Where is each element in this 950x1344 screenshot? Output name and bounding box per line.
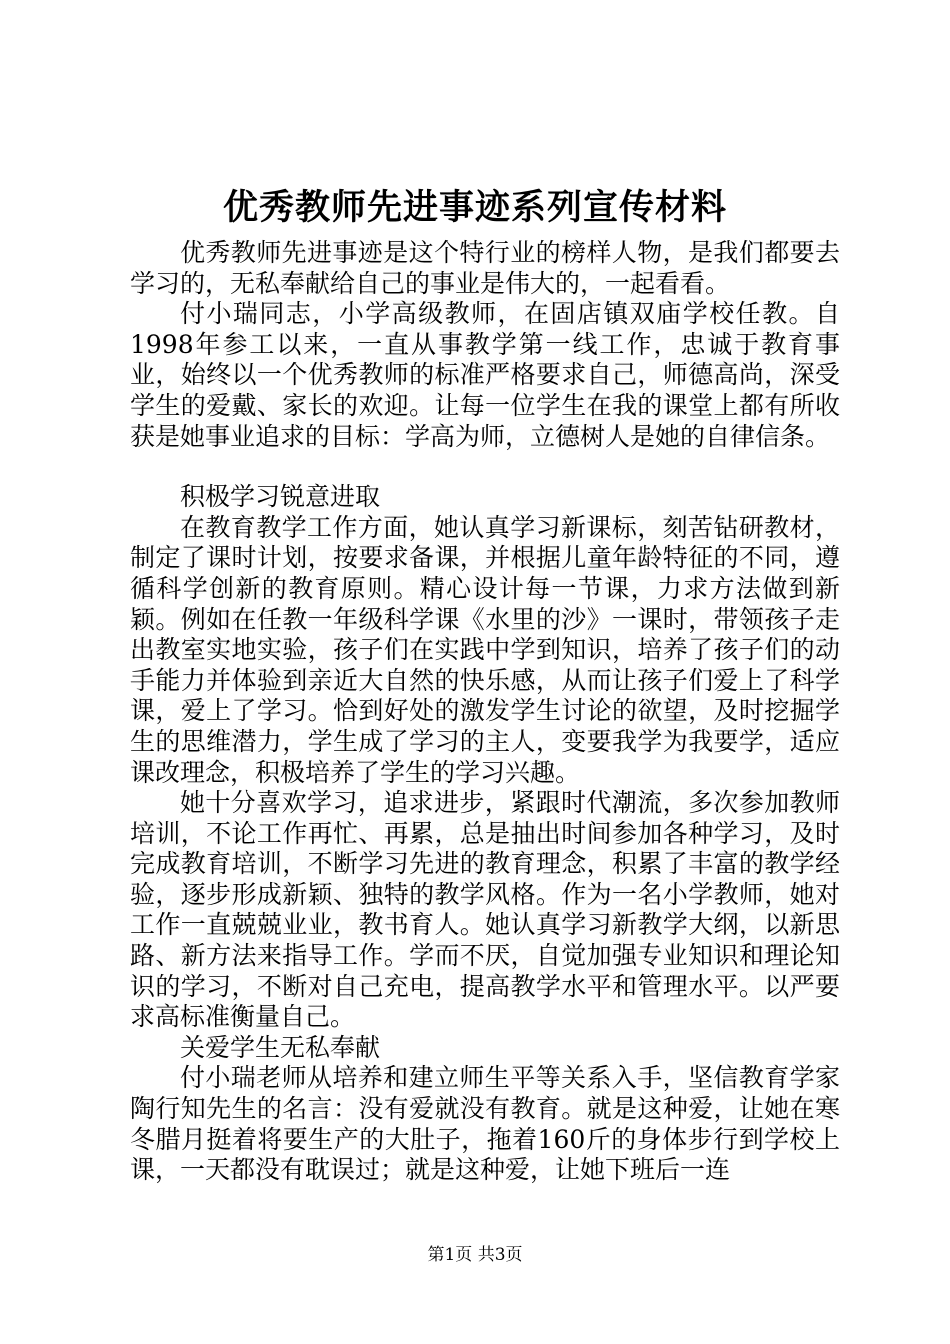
document-title: 优秀教师先进事迹系列宣传材料	[222, 187, 727, 228]
document-body	[130, 238, 840, 1186]
learning-paragraph: 她十分喜欢学习，追求进步，紧跟时代潮流，多次参加教师培训，不论工作再忙、再累，总是抽出时间参加各种学习，及时完成教育培训，不断学习先进的教育理念，积累了丰富的教学经验，逐步形成新颖、独特的教学风格。作为一名小学教师，她对工作一直兢兢业业，教书育人。她认真学习新教学大纲，以新思路、新方法来指导工作。学而不厌，自觉加强专业知识和理论知识的学习，不断对自己充电，提高教学水平和管理水平。以严要求高标准衡量自己。	[130, 788, 840, 1032]
page-footer: 第1页 共3页	[427, 1245, 523, 1265]
teaching-paragraph: 在教育教学工作方面，她认真学习新课标，刻苦钻研教材，制定了课时计划，按要求备课，并根据儿童年龄特征的不同，遵循科学创新的教育原则。精心设计每一节课，力求方法做到新颖。例如在任教一年级科学课《水里的沙》一课时，带领孩子走出教室实地实验，孩子们在实践中学到知识，培养了孩子们的动手能力并体验到亲近大自然的快乐感，从而让孩子们爱上了科学课，爱上了学习。恰到好处的激发学生讨论的欲望，及时挖掘学生的思维潜力，学生成了学习的主人，变要我学为我要学，适应课改理念，积极培养了学生的学习兴趣。	[130, 512, 840, 787]
section-heading-study: 积极学习锐意进取	[180, 482, 381, 512]
care-paragraph: 付小瑞老师从培养和建立师生平等关系入手，坚信教育学家陶行知先生的名言：没有爱就没有教育。就是这种爱，让她在寒冬腊月挺着将要生产的大肚子，拖着160斤的身体步行到学校上课，一天都没有耽误过；就是这种爱，让她下班后一连	[130, 1063, 840, 1185]
section-heading-care: 关爱学生无私奉献	[180, 1032, 381, 1062]
intro-paragraph: 优秀教师先进事迹是这个特行业的榜样人物，是我们都要去学习的，无私奉献给自己的事业是伟大的，一起看看。	[130, 238, 840, 298]
profile-paragraph: 付小瑞同志，小学高级教师，在固店镇双庙学校任教。自1998年参工以来，一直从事教学第一线工作，忠诚于教育事业，始终以一个优秀教师的标准严格要求自己，师德高尚，深受学生的爱戴、家长的欢迎。让每一位学生在我的课堂上都有所收获是她事业追求的目标：学高为师，立德树人是她的自律信条。	[130, 299, 840, 451]
